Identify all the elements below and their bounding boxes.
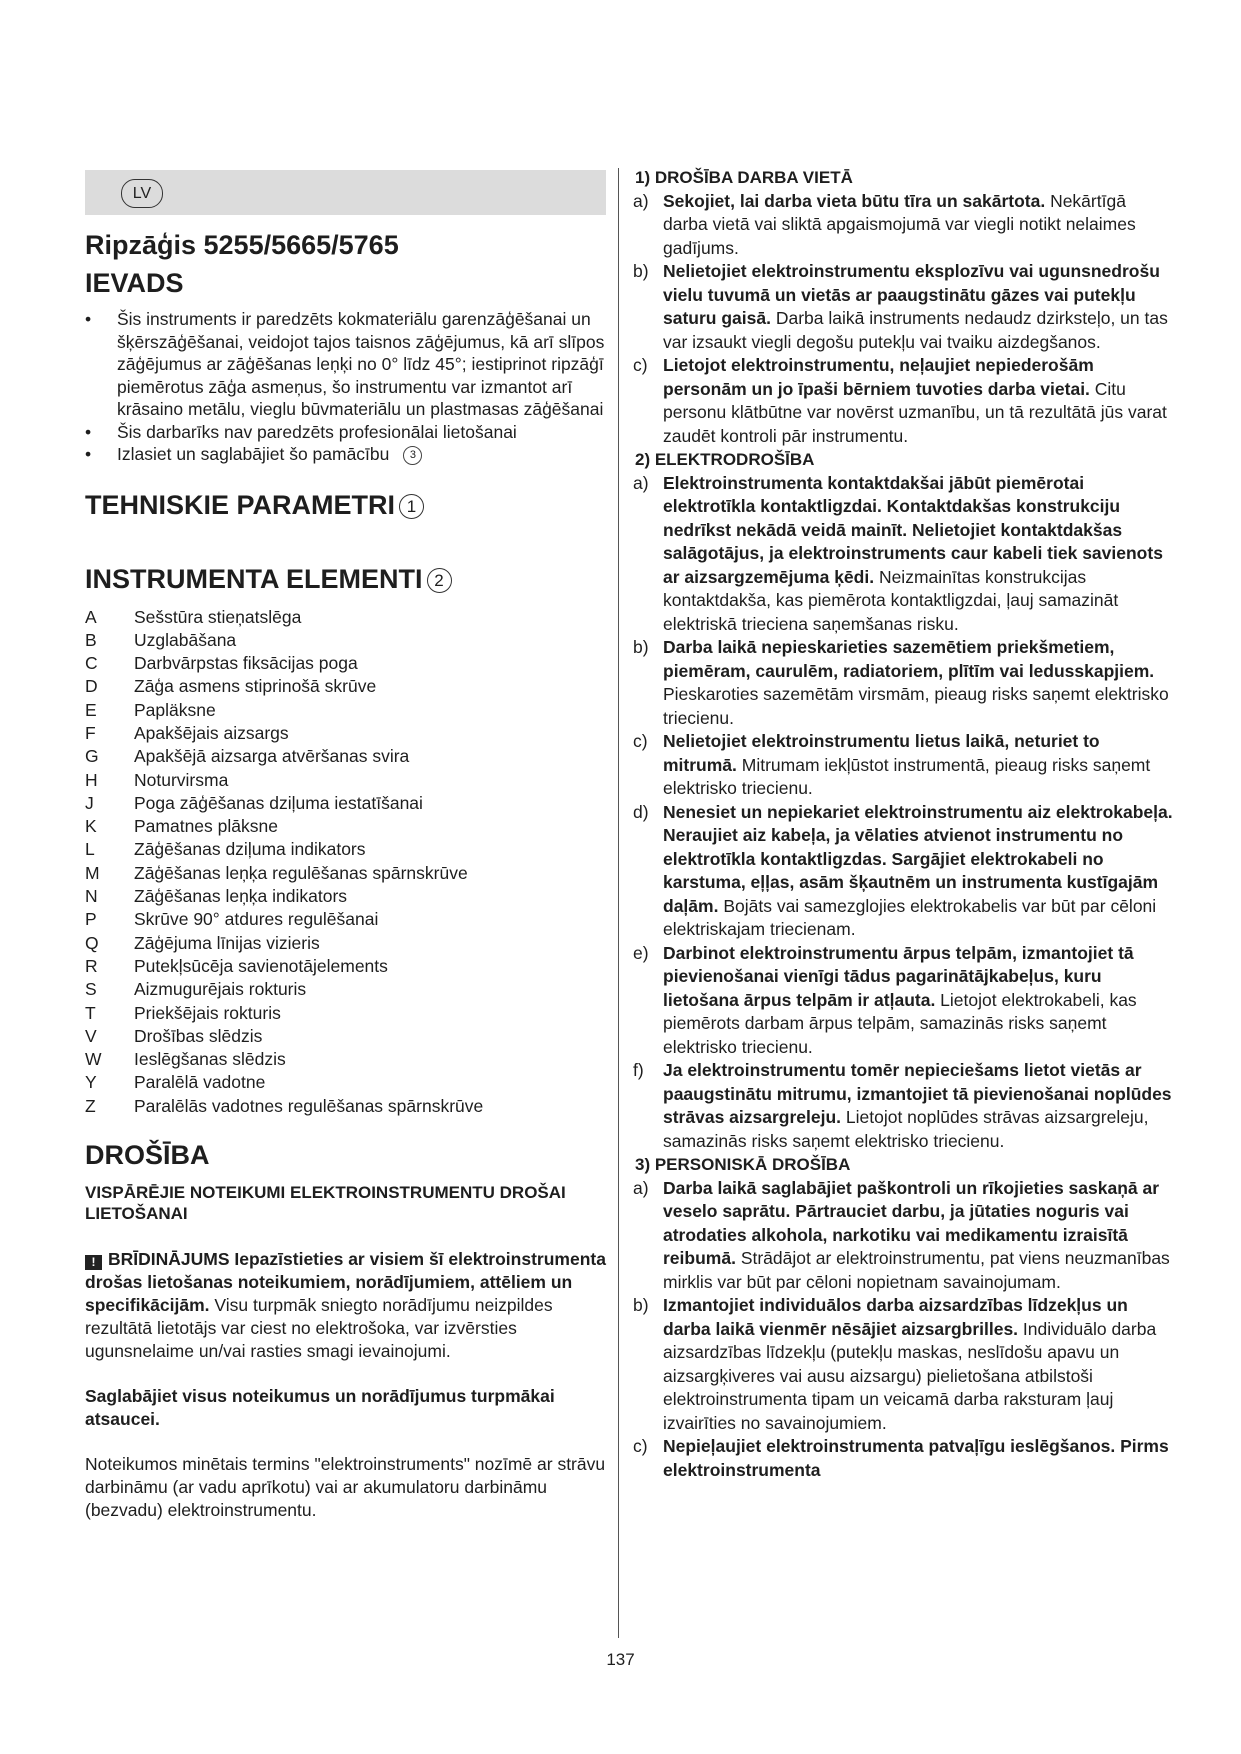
rule-item-letter: b) bbox=[633, 261, 649, 281]
rule-item bbox=[633, 730, 1173, 801]
parts-row bbox=[85, 932, 483, 955]
part-label: Apakšējā aizsarga atvēršanas svira bbox=[134, 746, 410, 767]
parts-row bbox=[85, 885, 483, 908]
parts-row bbox=[85, 978, 483, 1001]
parts-row bbox=[85, 908, 483, 931]
part-label: Papläksne bbox=[134, 699, 216, 720]
rule-item-letter: b) bbox=[633, 1295, 649, 1315]
parts-row bbox=[85, 745, 483, 768]
part-label: Uzglabāšana bbox=[134, 629, 237, 650]
list-item: • Šis instruments ir paredzēts kokmateriālu garenzāģēšanai un šķērszāģēšanai, veidojot tajos taisnos zāģējumus, kā arī slīpos zāģējumus ar zāģēšanas leņķi no 0° līdz 45°; iestiprinot ripzāģī piemērotus zāģa asmeņus, šo instrumentu var izmantot arī krāsaino metālu, vieglu būvmateriālu un plastmasas zāģēšanai bbox=[85, 308, 610, 421]
part-label: Apakšējais aizsargs bbox=[134, 722, 289, 743]
list-item: • Izlasiet un saglabājiet šo pamācību 3 bbox=[85, 443, 610, 466]
part-label: Putekļsūcēja savienotājelements bbox=[134, 955, 388, 976]
parts-row bbox=[85, 1002, 483, 1025]
safety-subheading: VISPĀRĒJIE NOTEIKUMI ELEKTROINSTRUMENTU DROŠAI LIETOŠANAI bbox=[85, 1183, 566, 1224]
rule-item bbox=[633, 1059, 1173, 1153]
parts-row bbox=[85, 722, 483, 745]
rule-item-bold: Darba laikā saglabājiet paškontroli un rīkojieties saskaņā ar veselo saprātu. Pārtrauciet darbu, ja jūtaties noguris vai atrodaties alkohola, narkotiku vai medikamentu izraisītā reibumā. bbox=[663, 1177, 1160, 1268]
language-bar bbox=[85, 170, 606, 215]
part-label: Priekšējais rokturis bbox=[134, 1002, 281, 1023]
rule-item-text: Pieskaroties sazemētām virsmām, pieaug risks saņemt elektrisko triecienu. bbox=[663, 684, 1169, 728]
part-key: P bbox=[85, 909, 97, 930]
rule-item-text: Neizmainītas konstrukcijas kontaktdakša, kas piemērota kontaktligzdai, ļauj samazināt elektriskā trieciena saņemšanas risku. bbox=[663, 566, 1119, 634]
rule-item-text: Lietojot noplūdes strāvas aizsargreleju, samazinās risks saņemt elektrisko triecienu. bbox=[663, 1107, 1149, 1151]
parts-row bbox=[85, 769, 483, 792]
rule-item-bold: Izmantojiet individuālos darba aizsardzības līdzekļus un darba laikā vienmēr nēsājiet aizsargbrilles. bbox=[663, 1295, 1128, 1339]
rule-item bbox=[633, 801, 1173, 942]
page-number: 137 bbox=[606, 1650, 635, 1669]
part-key: D bbox=[85, 676, 98, 697]
rule-item-text: Darba laikā instruments nedaudz dzirksteļo, un tas var izsaukt viegli degošu putekļu vai tvaiku aizdegšanos. bbox=[663, 308, 1168, 352]
part-key: Z bbox=[85, 1095, 96, 1116]
part-key: R bbox=[85, 955, 98, 976]
part-key: J bbox=[85, 792, 94, 813]
part-key: Q bbox=[85, 932, 99, 953]
part-key: N bbox=[85, 886, 98, 907]
rule-item bbox=[633, 636, 1173, 730]
rule-item-letter: c) bbox=[633, 355, 648, 375]
rule-item bbox=[633, 354, 1173, 448]
part-key: S bbox=[85, 979, 97, 1000]
part-label: Aizmugurējais rokturis bbox=[134, 979, 307, 1000]
rule-item-text: Bojāts vai samezglojies elektrokabelis var būt par cēloni elektriskajam triecienam. bbox=[663, 895, 1157, 939]
parts-row bbox=[85, 1048, 483, 1071]
rule-item-bold: Nelietojiet elektroinstrumentu eksplozīvu vai ugunsnedrošu vielu tuvumā un vietās ar paaugstinātu gāzes vai putekļu saturu gaisā. bbox=[663, 261, 1160, 328]
part-label: Zāģēšanas leņķa regulēšanas spārnskrūve bbox=[134, 862, 468, 883]
part-label: Darbvārpstas fiksācijas poga bbox=[134, 653, 358, 674]
part-label: Zāģa asmens stiprinošā skrūve bbox=[134, 676, 377, 697]
parts-row bbox=[85, 792, 483, 815]
part-key: E bbox=[85, 699, 97, 720]
part-label: Skrūve 90° atdures regulēšanai bbox=[134, 909, 379, 930]
part-key: W bbox=[85, 1049, 102, 1070]
rule-item-text: Mitrumam iekļūstot instrumentā, pieaug risks saņemt elektrisko triecienu. bbox=[663, 754, 1151, 798]
parts-row bbox=[85, 838, 483, 861]
rule-item bbox=[633, 260, 1173, 354]
parts-row bbox=[85, 1071, 483, 1094]
keep-instructions: Saglabājiet visus noteikumus un norādījumus turpmākai atsaucei. bbox=[85, 1386, 555, 1430]
parts-row bbox=[85, 815, 483, 838]
rule-item bbox=[633, 1177, 1173, 1295]
warning-triangle-icon: ! bbox=[85, 1255, 102, 1270]
language-badge: LV bbox=[121, 179, 163, 208]
rule-item-bold: Darba laikā nepieskarieties sazemētiem priekšmetiem, piemēram, caurulēm, radiatoriem, plītīm vai ledusskapjiem. bbox=[663, 637, 1155, 681]
rule-item-bold: Darbinot elektroinstrumentu ārpus telpām, izmantojiet tā pievienošanai vienīgi tādus pagarinātājkabeļus, kuru lietošana ārpus telpām ir atļauta. bbox=[663, 942, 1134, 1010]
page-title: Ripzāģis 5255/5665/5765 bbox=[85, 230, 399, 260]
part-label: Noturvirsma bbox=[134, 769, 229, 790]
part-key: K bbox=[85, 816, 97, 837]
part-label: Poga zāģēšanas dziļuma iestatīšanai bbox=[134, 792, 423, 813]
parts-row bbox=[85, 955, 483, 978]
rule-item-letter: c) bbox=[633, 731, 648, 751]
parts-row bbox=[85, 1025, 483, 1048]
rule-item-bold: Lietojot elektroinstrumentu, neļaujiet nepiederošām personām un jo īpaši bērniem tuvoties darba vietai. bbox=[663, 355, 1094, 399]
part-key: H bbox=[85, 769, 98, 790]
part-key: B bbox=[85, 629, 97, 650]
rule-item-bold: Elektroinstrumenta kontaktdakšai jābūt piemērotai elektrotīkla kontaktligzdai. Kontaktdakšas konstrukciju nedrīkst nekādā veidā mainīt. Nelietojiet kontaktdakšas salāgotājus, ja elektroinstruments caur kabeli tiek savienots ar aizsargzemējuma ķēdi. bbox=[663, 472, 1163, 587]
rule-item-text: Individuālo darba aizsardzības līdzekļu (putekļu maskas, neslīdošu apavu un aizsargķiveres vai ausu aizsargu) pielietošana atbilstoši elektroinstrumenta tipam un veicamā darba raksturam ļauj izvairīties no savainojumiem. bbox=[663, 1318, 1157, 1433]
rule-item-letter: a) bbox=[633, 1177, 649, 1198]
term-definition: Noteikumos minētais termins "elektroinstruments" nozīmē ar strāvu darbināmu (ar vadu aprīkotu) vai ar akumulatoru darbināmu (bezvadu) elektroinstrumentu. bbox=[85, 1454, 606, 1521]
warning-paragraph: ! BRĪDINĀJUMS Iepazīstieties ar visiem šī elektroinstrumenta drošas lietošanas noteikumiem, norādījumiem, attēliem un specifikācijām. Visu turpmāk sniegto norādījumu neizpildes rezultātā lietotājs var ciest no elektrošoka, var izvērsties ugunsnelaime un/vai rasties smagi ievainojumi. bbox=[85, 1249, 606, 1362]
part-key: G bbox=[85, 746, 99, 767]
tech-heading: TEHNISKIE PARAMETRI 1 bbox=[85, 488, 610, 522]
rule-item-letter: f) bbox=[633, 1060, 644, 1080]
rule-item-bold: Nelietojiet elektroinstrumentu lietus laikā, neturiet to mitrumā. bbox=[663, 731, 1100, 775]
figure-ref-3: 3 bbox=[403, 446, 422, 465]
intro-list bbox=[85, 308, 610, 466]
part-label: Sešstūra stieņatslēga bbox=[134, 606, 302, 627]
part-key: L bbox=[85, 839, 95, 860]
part-key: T bbox=[85, 1002, 96, 1023]
part-label: Zāģēšanas leņķa indikators bbox=[134, 886, 348, 907]
rule-item-letter: a) bbox=[633, 472, 649, 493]
rule-item-text: Citu personu klātbūtne var novērst uzmanību, un tā rezultātā jūs varat zaudēt kontroli pār instrumentu. bbox=[663, 378, 1167, 446]
part-label: Zāģējuma līnijas vizieris bbox=[134, 932, 320, 953]
rule-item-bold: Nenesiet un nepiekariet elektroinstrumentu aiz elektrokabeļa. Neraujiet aiz kabeļa, ja vēlaties atvienot instrumentu no elektrotīkla kontaktligzdas. Sargājiet elektrokabeli no karstuma, eļļas, asām šķautnēm un instrumenta kustīgajām daļām. bbox=[663, 801, 1173, 916]
rule-item bbox=[633, 190, 1173, 261]
elements-heading: INSTRUMENTA ELEMENTI 2 bbox=[85, 562, 610, 596]
rule-section-heading: 2) ELEKTRODROŠĪBA bbox=[635, 450, 815, 469]
rule-section-heading: 1) DROŠĪBA DARBA VIETĀ bbox=[635, 168, 853, 187]
rule-item bbox=[633, 1294, 1173, 1435]
rule-item-letter: e) bbox=[633, 942, 649, 963]
parts-row bbox=[85, 699, 483, 722]
rule-item bbox=[633, 942, 1173, 1060]
rule-item-bold: Sekojiet, lai darba vieta būtu tīra un sakārtota. bbox=[663, 190, 1046, 211]
part-key: A bbox=[85, 606, 97, 627]
rule-item-text: Nekārtīgā darba vietā vai sliktā apgaismojumā var viegli notikt nelaimes gadījums. bbox=[663, 190, 1136, 258]
parts-row bbox=[85, 629, 483, 652]
parts-row bbox=[85, 1095, 483, 1118]
part-key: M bbox=[85, 862, 100, 883]
part-label: Drošības slēdzis bbox=[134, 1025, 263, 1046]
rule-item bbox=[633, 472, 1173, 637]
safety-heading: DROŠĪBA bbox=[85, 1140, 210, 1171]
list-item: • Šis darbarīks nav paredzēts profesionālai lietošanai bbox=[85, 421, 610, 444]
part-label: Ieslēgšanas slēdzis bbox=[134, 1049, 286, 1070]
left-column bbox=[85, 228, 610, 1522]
parts-row bbox=[85, 606, 483, 629]
part-key: F bbox=[85, 722, 96, 743]
parts-row bbox=[85, 675, 483, 698]
rule-item-letter: a) bbox=[633, 190, 649, 211]
rule-item-bold: Ja elektroinstrumentu tomēr nepieciešams lietot vietās ar paaugstinātu mitrumu, izmantojiet tā pievienošanai noplūdes strāvas aizsargreleju. bbox=[663, 1060, 1172, 1127]
part-label: Pamatnes plāksne bbox=[134, 816, 278, 837]
rule-item-text: Strādājot ar elektroinstrumentu, pat viens neuzmanības mirklis var būt par cēloni nopietnam savainojumam. bbox=[663, 1248, 1170, 1292]
parts-row bbox=[85, 652, 483, 675]
right-column bbox=[633, 166, 1173, 1482]
figure-ref-1: 1 bbox=[399, 494, 424, 519]
rule-item-letter: d) bbox=[633, 801, 649, 822]
part-label: Paralēlā vadotne bbox=[134, 1072, 266, 1093]
figure-ref-2: 2 bbox=[427, 568, 452, 593]
rule-item-letter: b) bbox=[633, 637, 649, 657]
rule-item-text: Lietojot elektrokabeli, kas piemērots darbam ārpus telpām, samazinās risks saņemt elektrisko triecienu. bbox=[663, 989, 1137, 1057]
part-key: C bbox=[85, 653, 98, 674]
rule-item-letter: c) bbox=[633, 1436, 648, 1456]
rule-item bbox=[633, 1435, 1173, 1482]
part-key: Y bbox=[85, 1072, 97, 1093]
parts-list bbox=[85, 606, 483, 1119]
part-label: Paralēlās vadotnes regulēšanas spārnskrūve bbox=[134, 1095, 484, 1116]
rule-item-bold: Nepieļaujiet elektroinstrumenta patvaļīgu ieslēgšanos. Pirms elektroinstrumenta bbox=[663, 1436, 1169, 1480]
intro-heading: IEVADS bbox=[85, 268, 184, 298]
rule-section-heading: 3) PERSONISKĀ DROŠĪBA bbox=[635, 1155, 851, 1174]
parts-row bbox=[85, 862, 483, 885]
part-label: Zāģēšanas dziļuma indikators bbox=[134, 839, 366, 860]
part-key: V bbox=[85, 1025, 97, 1046]
column-divider bbox=[618, 168, 619, 1638]
